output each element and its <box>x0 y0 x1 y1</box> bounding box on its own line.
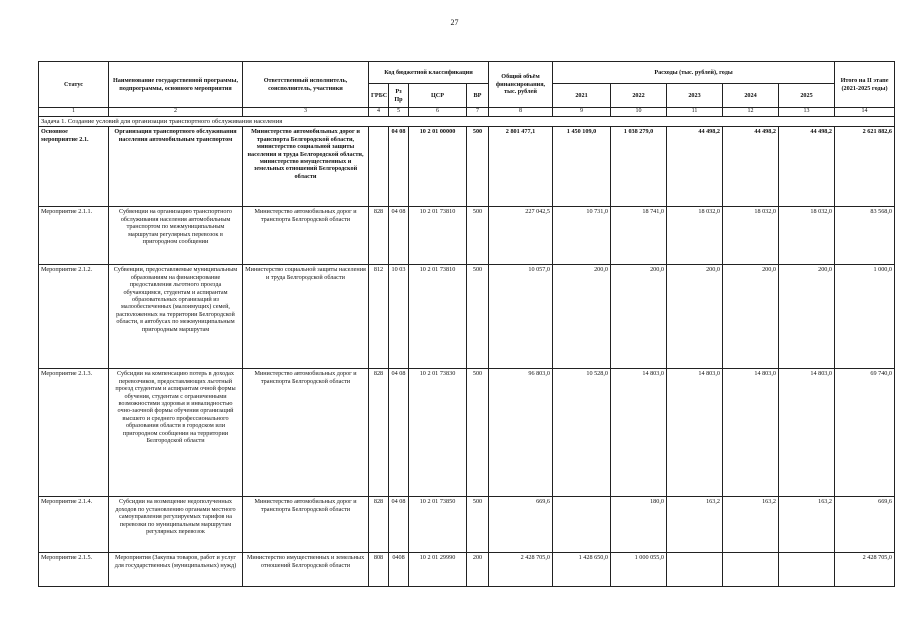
row-total: 2 428 705,0 <box>489 553 553 587</box>
col-num: 12 <box>723 108 779 117</box>
row-stage-total: 1 000,0 <box>835 265 895 369</box>
page-number: 27 <box>450 18 459 27</box>
row-rzpr: 04 08 <box>389 207 409 265</box>
row-2025 <box>779 553 835 587</box>
header-rzpr: Рз Пр <box>389 84 409 108</box>
col-num: 2 <box>109 108 243 117</box>
budget-table <box>38 61 895 587</box>
row-vr: 500 <box>467 497 489 553</box>
row-rzpr: 04 08 <box>389 497 409 553</box>
row-name: Субвенции, предоставляемые муниципальным образованиям на финансирование предоставления льготного проезда обучающимся, студентам и аспирантам образовательных организаций из малообеспеченных (малоимущих) семей, расположенных на территории Белгородской области, в автобусах по межмуниципальным пригородным маршрутам <box>109 265 243 369</box>
row-grbs: 808 <box>369 553 389 587</box>
col-num: 7 <box>467 108 489 117</box>
row-total: 669,6 <box>489 497 553 553</box>
row-2021: 1 428 650,0 <box>553 553 611 587</box>
header-vr: ВР <box>467 84 489 108</box>
table-row <box>39 207 895 265</box>
row-grbs: 828 <box>369 369 389 497</box>
row-2024: 44 498,2 <box>723 127 779 207</box>
row-grbs: 812 <box>369 265 389 369</box>
row-responsible: Министерство имущественных и земельных отношений Белгородской области <box>243 553 369 587</box>
row-total: 227 042,5 <box>489 207 553 265</box>
row-stage-total: 2 428 705,0 <box>835 553 895 587</box>
row-responsible: Министерство автомобильных дорог и транспорта Белгородской области <box>243 207 369 265</box>
row-responsible: Министерство автомобильных дорог и транспорта Белгородской области, министерство социальной защиты населения и труда Белгородской области, министерство имущественных и земельных отношений Белгородской области <box>243 127 369 207</box>
row-total: 2 801 477,1 <box>489 127 553 207</box>
table-row <box>39 497 895 553</box>
row-grbs: 828 <box>369 497 389 553</box>
header-code-group: Код бюджетной классификации <box>369 62 489 84</box>
row-stage-total: 83 568,0 <box>835 207 895 265</box>
row-2024: 14 803,0 <box>723 369 779 497</box>
row-responsible: Министерство автомобильных дорог и транспорта Белгородской области <box>243 369 369 497</box>
row-vr: 200 <box>467 553 489 587</box>
row-2025: 200,0 <box>779 265 835 369</box>
row-name: Субсидии на компенсацию потерь в доходах перевозчиков, предоставляющих льготный проезд студентам и аспирантам очной формы обучения, студентам с ограниченными возможностями здоровья и инвалидностью очно-заочной формы обучения организаций высшего и среднего профессионального образования области в городском или пригородном сообщении на территории Белгородской области <box>109 369 243 497</box>
header-csr: ЦСР <box>409 84 467 108</box>
row-vr: 500 <box>467 369 489 497</box>
row-responsible: Министерство социальной защиты населения и труда Белгородской области <box>243 265 369 369</box>
row-responsible: Министерство автомобильных дорог и транспорта Белгородской области <box>243 497 369 553</box>
col-num: 4 <box>369 108 389 117</box>
header-expenses-group: Расходы (тыс. рублей), годы <box>553 62 835 84</box>
row-total: 10 057,0 <box>489 265 553 369</box>
row-2022: 1 000 055,0 <box>611 553 667 587</box>
row-vr: 500 <box>467 265 489 369</box>
task-title: Задача 1. Создание условий для организации транспортного обслуживания населения <box>39 117 895 127</box>
header-year-2023: 2023 <box>667 84 723 108</box>
row-total: 96 803,0 <box>489 369 553 497</box>
col-num: 13 <box>779 108 835 117</box>
row-csr: 10 2 01 00000 <box>409 127 467 207</box>
col-num: 5 <box>389 108 409 117</box>
header-name: Наименование государственной программы, подпрограммы, основного мероприятия <box>109 62 243 108</box>
table-row <box>39 369 895 497</box>
row-2021: 10 528,0 <box>553 369 611 497</box>
row-status: Мероприятие 2.1.2. <box>39 265 109 369</box>
row-csr: 10 2 01 73830 <box>409 369 467 497</box>
row-2024: 200,0 <box>723 265 779 369</box>
row-csr: 10 2 01 73850 <box>409 497 467 553</box>
row-name: Организация транспортного обслуживания населения автомобильным транспортом <box>109 127 243 207</box>
row-name: Субвенции на организацию транспортного обслуживания населения автомобильным транспортом по межмуниципальным маршрутам регулярных перевозок в пригородном сообщении <box>109 207 243 265</box>
col-num: 1 <box>39 108 109 117</box>
row-2025: 14 803,0 <box>779 369 835 497</box>
row-2023: 44 498,2 <box>667 127 723 207</box>
row-status: Мероприятие 2.1.3. <box>39 369 109 497</box>
row-rzpr: 04 08 <box>389 369 409 497</box>
row-status: Мероприятие 2.1.5. <box>39 553 109 587</box>
header-status: Статус <box>39 62 109 108</box>
row-2021: 200,0 <box>553 265 611 369</box>
row-2025: 44 498,2 <box>779 127 835 207</box>
row-stage-total: 69 740,0 <box>835 369 895 497</box>
row-stage-total: 669,6 <box>835 497 895 553</box>
col-num: 3 <box>243 108 369 117</box>
row-2022: 1 038 279,0 <box>611 127 667 207</box>
row-name: Мероприятия (Закупка товаров, работ и услуг для государственных (муниципальных) нужд) <box>109 553 243 587</box>
row-2021: 1 450 109,0 <box>553 127 611 207</box>
row-2022: 200,0 <box>611 265 667 369</box>
row-2022: 18 741,0 <box>611 207 667 265</box>
row-2023: 14 803,0 <box>667 369 723 497</box>
table-row <box>39 127 895 207</box>
col-num: 9 <box>553 108 611 117</box>
row-2024 <box>723 553 779 587</box>
row-2021: 10 731,0 <box>553 207 611 265</box>
header-total: Общий объём финансирования, тыс. рублей <box>489 62 553 108</box>
col-num: 10 <box>611 108 667 117</box>
column-numbers-row <box>39 108 895 117</box>
header-year-2024: 2024 <box>723 84 779 108</box>
row-2023: 18 032,0 <box>667 207 723 265</box>
row-vr: 500 <box>467 207 489 265</box>
row-csr: 10 2 01 73810 <box>409 265 467 369</box>
row-csr: 10 2 01 29990 <box>409 553 467 587</box>
row-2024: 163,2 <box>723 497 779 553</box>
row-2023: 200,0 <box>667 265 723 369</box>
header-responsible: Ответственный исполнитель, соисполнитель, участники <box>243 62 369 108</box>
row-grbs <box>369 127 389 207</box>
row-2025: 18 032,0 <box>779 207 835 265</box>
row-2025: 163,2 <box>779 497 835 553</box>
header-stage-total: Итого на II этапе (2021-2025 годы) <box>835 62 895 108</box>
row-stage-total: 2 621 882,6 <box>835 127 895 207</box>
row-2023: 163,2 <box>667 497 723 553</box>
row-rzpr: 04 08 <box>389 127 409 207</box>
col-num: 6 <box>409 108 467 117</box>
header-year-2022: 2022 <box>611 84 667 108</box>
table-row <box>39 265 895 369</box>
col-num: 8 <box>489 108 553 117</box>
row-grbs: 828 <box>369 207 389 265</box>
row-vr: 500 <box>467 127 489 207</box>
row-2022: 14 803,0 <box>611 369 667 497</box>
col-num: 11 <box>667 108 723 117</box>
header-year-2021: 2021 <box>553 84 611 108</box>
header-year-2025: 2025 <box>779 84 835 108</box>
row-2022: 180,0 <box>611 497 667 553</box>
table-row <box>39 553 895 587</box>
row-csr: 10 2 01 73810 <box>409 207 467 265</box>
row-status: Мероприятие 2.1.4. <box>39 497 109 553</box>
row-2021 <box>553 497 611 553</box>
row-rzpr: 0408 <box>389 553 409 587</box>
header-grbs: ГРБС <box>369 84 389 108</box>
row-status: Мероприятие 2.1.1. <box>39 207 109 265</box>
row-status: Основное мероприятие 2.1. <box>39 127 109 207</box>
col-num: 14 <box>835 108 895 117</box>
row-2024: 18 032,0 <box>723 207 779 265</box>
row-2023 <box>667 553 723 587</box>
row-rzpr: 10 03 <box>389 265 409 369</box>
row-name: Субсидии на возмещение недополученных доходов по установлению органами местного самоуправления регулируемых тарифов на перевозки по муниципальным маршрутам регулярных перевозок <box>109 497 243 553</box>
